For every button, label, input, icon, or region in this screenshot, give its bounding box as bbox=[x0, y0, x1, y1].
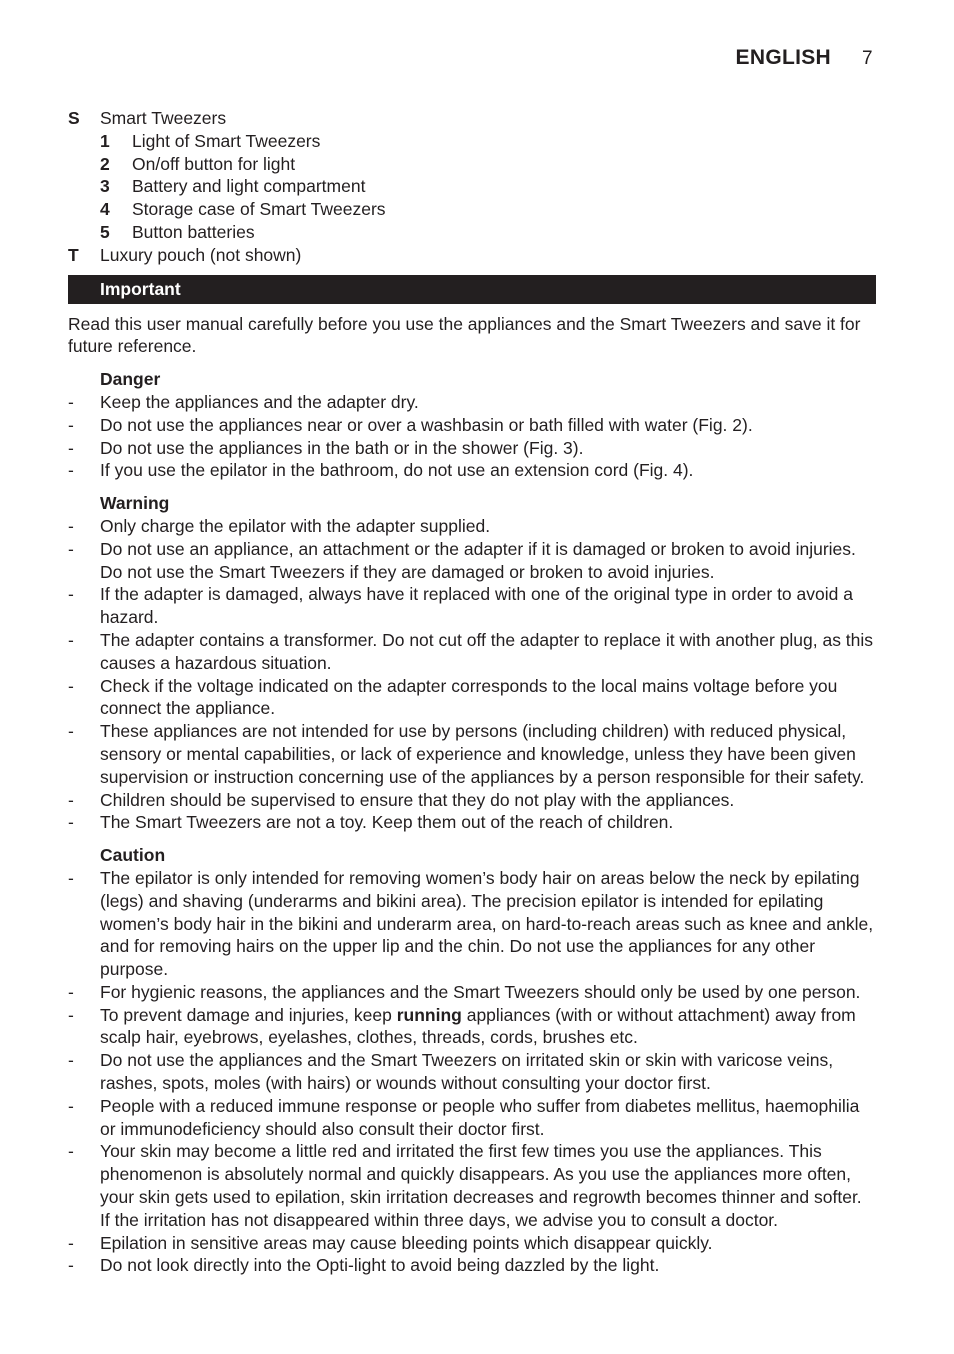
subheading-caution: Caution bbox=[100, 845, 166, 866]
list-item bbox=[68, 583, 876, 629]
subpart-number: 1 bbox=[100, 130, 110, 151]
subpart-label: On/off button for light bbox=[132, 153, 296, 174]
caution-list bbox=[68, 867, 876, 1277]
list-item-text: If you use the epilator in the bathroom, do not use an extension cord (Fig. 4). bbox=[100, 460, 694, 481]
list-item-text: If the adapter is damaged, always have it replaced with one of the original type in order to avoid a hazard. bbox=[100, 584, 853, 628]
list-item-text: Keep the appliances and the adapter dry. bbox=[100, 391, 419, 412]
list-item bbox=[68, 1004, 876, 1050]
dash-bullet: - bbox=[68, 789, 74, 810]
list-item-text: Do not use the appliances near or over a washbasin or bath filled with water (Fig. 2). bbox=[100, 414, 753, 435]
subpart-item bbox=[68, 130, 876, 153]
list-item-text: Your skin may become a little red and irritated the first few times you use the appliances. This phenomenon is absolutely normal and quickly disappears. As you use the appliances more often, your skin gets used to epilation, skin irritation decreases and regrowth becomes thinner and softer. If the irritation has not disappeared within three days, we advise you to consult a doctor. bbox=[100, 1141, 862, 1230]
list-item-text: Epilation in sensitive areas may cause bleeding points which disappear quickly. bbox=[100, 1232, 713, 1253]
list-item-text: Check if the voltage indicated on the adapter corresponds to the local mains voltage before you connect the appliance. bbox=[100, 675, 838, 719]
list-item-text: The Smart Tweezers are not a toy. Keep them out of the reach of children. bbox=[100, 812, 674, 833]
part-letter: T bbox=[68, 244, 79, 265]
list-item-text: Only charge the epilator with the adapter supplied. bbox=[100, 515, 491, 536]
dash-bullet: - bbox=[68, 1232, 74, 1253]
subpart-label: Storage case of Smart Tweezers bbox=[132, 199, 386, 220]
list-item bbox=[68, 629, 876, 675]
list-item bbox=[68, 1095, 876, 1141]
subheading-warning: Warning bbox=[100, 493, 170, 514]
list-item bbox=[68, 1140, 876, 1231]
dash-bullet: - bbox=[68, 460, 74, 481]
dash-bullet: - bbox=[68, 1004, 74, 1025]
part-letter: S bbox=[68, 108, 80, 128]
dash-bullet: - bbox=[68, 391, 74, 412]
dash-bullet: - bbox=[68, 1050, 74, 1071]
list-item bbox=[68, 414, 876, 437]
intro-paragraph: Read this user manual carefully before you use the appliances and the Smart Tweezers and save it for future reference. bbox=[68, 313, 861, 357]
list-item bbox=[68, 811, 876, 834]
list-item bbox=[68, 538, 876, 584]
subpart-number: 3 bbox=[100, 176, 110, 197]
list-item bbox=[68, 867, 876, 981]
list-item-text: The epilator is only intended for removing women’s body hair on areas below the neck by epilating (legs) and shaving (underarms and bikini area). The precision epilator is intended for epilating women’s body hair in the bikini and underarm area, on hard-to-reach areas such as knee and ankle, and for removing hairs on the upper lip and the chin. Do not use the appliances for any other purpose. bbox=[100, 867, 874, 980]
page-number: 7 bbox=[862, 48, 873, 69]
list-item bbox=[68, 675, 876, 721]
dash-bullet: - bbox=[68, 1255, 74, 1276]
danger-list bbox=[68, 391, 876, 482]
dash-bullet: - bbox=[68, 1141, 74, 1162]
dash-bullet: - bbox=[68, 721, 74, 742]
list-item bbox=[68, 391, 876, 414]
dash-bullet: - bbox=[68, 981, 74, 1002]
dash-bullet: - bbox=[68, 675, 74, 696]
list-item bbox=[68, 720, 876, 788]
subpart-label: Button batteries bbox=[132, 221, 255, 242]
dash-bullet: - bbox=[68, 629, 74, 650]
subpart-number: 4 bbox=[100, 199, 110, 220]
list-item-text: appliances (with or without attachment) away from scalp hair, eyebrows, eyelashes, clothes, threads, cords, brushes etc. bbox=[100, 1004, 856, 1048]
part-t bbox=[68, 244, 876, 267]
parts-list bbox=[68, 107, 876, 267]
part-label: Luxury pouch (not shown) bbox=[100, 244, 302, 265]
list-item bbox=[68, 981, 876, 1004]
part-s bbox=[68, 107, 876, 130]
part-label: Smart Tweezers bbox=[100, 108, 227, 128]
list-item-text: To prevent damage and injuries, keep bbox=[100, 1004, 397, 1025]
emphasis-running: running bbox=[396, 1004, 462, 1025]
list-item-text: For hygienic reasons, the appliances and the Smart Tweezers should only be used by one person. bbox=[100, 981, 861, 1002]
dash-bullet: - bbox=[68, 1095, 74, 1116]
subpart-item bbox=[68, 153, 876, 176]
list-item-text: Do not look directly into the Opti-light to avoid being dazzled by the light. bbox=[100, 1255, 660, 1276]
subheading-danger: Danger bbox=[100, 369, 161, 390]
dash-bullet: - bbox=[68, 812, 74, 833]
list-item-text: Do not use an appliance, an attachment or the adapter if it is damaged or broken to avoid injuries. Do not use the Smart Tweezers if they are damaged or broken to avoid injuries. bbox=[100, 538, 856, 582]
list-item bbox=[68, 437, 876, 460]
list-item-text: Children should be supervised to ensure that they do not play with the appliances. bbox=[100, 789, 735, 810]
page-header bbox=[0, 47, 954, 75]
subpart-label: Light of Smart Tweezers bbox=[132, 130, 321, 151]
subpart-item bbox=[68, 198, 876, 221]
list-item bbox=[68, 789, 876, 812]
list-item-text: People with a reduced immune response or people who suffer from diabetes mellitus, haemophilia or immunodeficiency should also consult their doctor first. bbox=[100, 1095, 860, 1139]
list-item bbox=[68, 515, 876, 538]
subpart-label: Battery and light compartment bbox=[132, 176, 366, 197]
list-item-text: The adapter contains a transformer. Do not cut off the adapter to replace it with another plug, as this causes a hazardous situation. bbox=[100, 629, 874, 673]
subpart-item bbox=[68, 175, 876, 198]
warning-list bbox=[68, 515, 876, 834]
list-item-text: These appliances are not intended for use by persons (including children) with reduced physical, sensory or mental capabilities, or lack of experience and knowledge, unless they have been given supervision or instruction concerning use of the appliances by a person responsible for their safety. bbox=[100, 721, 865, 787]
list-item bbox=[68, 1232, 876, 1255]
list-item bbox=[68, 1254, 876, 1277]
page-content bbox=[68, 107, 876, 1277]
subpart-number: 2 bbox=[100, 153, 110, 174]
dash-bullet: - bbox=[68, 437, 74, 458]
list-item-text: Do not use the appliances and the Smart Tweezers on irritated skin or skin with varicose veins, rashes, spots, moles (with hairs) or wounds without consulting your doctor first. bbox=[100, 1050, 834, 1094]
section-heading-important: Important bbox=[68, 275, 876, 304]
dash-bullet: - bbox=[68, 867, 74, 888]
subpart-item bbox=[68, 221, 876, 244]
dash-bullet: - bbox=[68, 584, 74, 605]
subpart-number: 5 bbox=[100, 221, 110, 242]
dash-bullet: - bbox=[68, 538, 74, 559]
dash-bullet: - bbox=[68, 414, 74, 435]
list-item bbox=[68, 459, 876, 482]
language-label: ENGLISH bbox=[735, 46, 831, 69]
list-item-text: Do not use the appliances in the bath or in the shower (Fig. 3). bbox=[100, 437, 584, 458]
list-item bbox=[68, 1049, 876, 1095]
dash-bullet: - bbox=[68, 515, 74, 536]
